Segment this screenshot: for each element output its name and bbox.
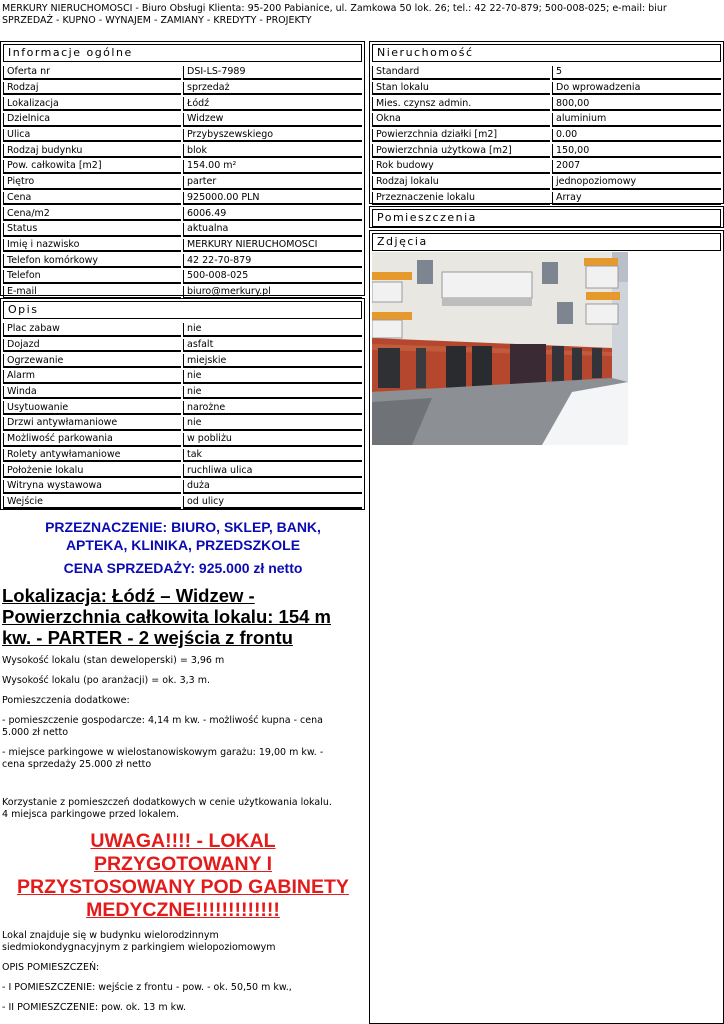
row-label: Witryna wystawowa (3, 480, 181, 494)
table-row (3, 323, 362, 337)
offer-description (2, 518, 364, 1014)
table-row (372, 113, 721, 127)
row-label: Status (3, 223, 181, 237)
row-value: narożne (183, 401, 362, 415)
row-label: Mies. czynsz admin. (372, 97, 550, 111)
row-label: Rodzaj budynku (3, 144, 181, 158)
table-row (3, 386, 362, 400)
room-2: - II POMIESZCZENIE: pow. ok. 13 m kw. (2, 1002, 187, 1013)
row-value: ruchliwa ulica (183, 464, 362, 478)
row-label: Standard (372, 66, 550, 80)
table-row (3, 97, 362, 111)
headline-line-2: Powierzchnia całkowita lokalu: 154 m (2, 606, 332, 627)
row-value: Przybyszewskiego (183, 129, 362, 143)
row-label: Rodzaj lokalu (372, 176, 550, 190)
row-value: Do wprowadzenia (552, 82, 721, 96)
height-developer: Wysokość lokalu (stan deweloperski) = 3,96 m (2, 655, 225, 666)
table-row (3, 449, 362, 463)
row-label: Stan lokalu (372, 82, 550, 96)
row-label: Pow. całkowita [m2] (3, 160, 181, 174)
property-title: Nieruchomość (372, 44, 721, 62)
property-photo[interactable] (372, 252, 628, 445)
table-row (3, 254, 362, 268)
headline-line-1: Lokalizacja: Łódź – Widzew - (2, 585, 255, 606)
row-label: Alarm (3, 370, 181, 384)
general-info-table (1, 64, 364, 301)
parking-line-2: cena sprzedaży 25.000 zł netto (2, 759, 152, 770)
row-value: nie (183, 370, 362, 384)
row-label: Ogrzewanie (3, 354, 181, 368)
row-value: nie (183, 417, 362, 431)
row-label: Okna (372, 113, 550, 127)
row-label: Telefon (3, 270, 181, 284)
row-value: MERKURY NIERUCHOMOŚCI (183, 239, 362, 253)
row-label: Ulica (3, 129, 181, 143)
table-row (3, 417, 362, 431)
parking-line-1: - miejsce parkingowe w wielostanowiskowym garażu: 19,00 m kw. - (2, 747, 324, 758)
warning-line-2: PRZYGOTOWANY I (93, 853, 273, 875)
extra-rooms-heading: Pomieszczenia dodatkowe: (2, 695, 130, 706)
purpose-line-1: PRZEZNACZENIE: BIURO, SKLEP, BANK, (45, 519, 321, 535)
purpose-line-2: APTEKA, KLINIKA, PRZEDSZKOLE (65, 537, 301, 553)
row-value: nie (183, 323, 362, 337)
row-value: sprzedaż (183, 82, 362, 96)
row-label: Cena (3, 192, 181, 206)
table-row (3, 66, 362, 80)
usage-line-2: 4 miejsca parkingowe przed lokalem. (2, 809, 180, 820)
property-table (370, 64, 723, 207)
row-value: jednopoziomowy (552, 176, 721, 190)
table-row (3, 192, 362, 206)
table-row (3, 239, 362, 253)
row-label: Przeznaczenie lokalu (372, 192, 550, 206)
table-row (3, 433, 362, 447)
rooms-panel (369, 206, 724, 228)
row-label: Wejście (3, 496, 181, 510)
table-row (3, 339, 362, 353)
row-value: 6006.49 (183, 207, 362, 221)
description-panel (0, 298, 365, 510)
row-value: miejskie (183, 354, 362, 368)
row-value: 42 22-70-879 (183, 254, 362, 268)
table-row (3, 270, 362, 284)
row-label: Położenie lokalu (3, 464, 181, 478)
headline (2, 585, 364, 648)
table-row (3, 354, 362, 368)
table-row (3, 480, 362, 494)
agency-services-line: SPRZEDAŻ - KUPNO - WYNAJEM - ZAMIANY - KREDYTY - PROJEKTY (2, 15, 312, 26)
agency-contact-line: MERKURY NIERUCHOMOŚCI - Biuro Obsługi Klienta: 95-200 Pabianice, ul. Zamkowa 50 lok. 26; tel.: 42 22-70-879; 500-008-025; e-mail: biur (2, 3, 667, 14)
sale-price: CENA SPRZEDAŻY: 925.000 zł netto (63, 560, 303, 576)
row-label: Lokalizacja (3, 97, 181, 111)
row-value: 154.00 m² (183, 160, 362, 174)
row-value: nie (183, 386, 362, 400)
row-label: Rolety antywłamaniowe (3, 449, 181, 463)
row-value: 150,00 (552, 144, 721, 158)
table-row (3, 113, 362, 127)
warning-line-1: UWAGA!!!! - LOKAL (90, 830, 276, 852)
row-value: Array (552, 192, 721, 206)
general-info-title: Informacje ogólne (3, 44, 362, 62)
row-value: 800,00 (552, 97, 721, 111)
utility-room-line-1: - pomieszczenie gospodarcze: 4,14 m kw. - możliwość kupna - cena (2, 715, 323, 726)
row-value: Widzew (183, 113, 362, 127)
row-label: Dzielnica (3, 113, 181, 127)
building-line-2: siedmiokondygnacyjnym z parkingiem wielopoziomowym (2, 942, 276, 953)
row-value: od ulicy (183, 496, 362, 510)
table-row (3, 370, 362, 384)
row-value: DSI-LS-7989 (183, 66, 362, 80)
row-label: Oferta nr (3, 66, 181, 80)
table-row (372, 144, 721, 158)
row-label: Imię i nazwisko (3, 239, 181, 253)
table-row (3, 82, 362, 96)
row-label: Winda (3, 386, 181, 400)
row-value: parter (183, 176, 362, 190)
row-value: 925000.00 PLN (183, 192, 362, 206)
table-row (372, 192, 721, 206)
rooms-title: Pomieszczenia (372, 209, 721, 227)
row-value: Łódź (183, 97, 362, 111)
row-label: Powierzchnia działki [m2] (372, 129, 550, 143)
usage-line-1: Korzystanie z pomieszczeń dodatkowych w cenie użytkowania lokalu. (2, 797, 332, 808)
row-value: duża (183, 480, 362, 494)
row-value: biuro@merkury.pl (183, 286, 362, 300)
row-label: Piętro (3, 176, 181, 190)
general-info-panel (0, 41, 365, 296)
room-1: - I POMIESZCZENIE: wejście z frontu - pow. - ok. 50,50 m kw., (2, 982, 292, 993)
row-value: asfalt (183, 339, 362, 353)
warning (2, 830, 364, 922)
building-line-1: Lokal znajduje się w budynku wielorodzinnym (2, 930, 219, 941)
row-label: Dojazd (3, 339, 181, 353)
row-value: w pobliżu (183, 433, 362, 447)
table-row (372, 160, 721, 174)
row-label: Cena/m2 (3, 207, 181, 221)
row-value: 0.00 (552, 129, 721, 143)
table-row (372, 176, 721, 190)
warning-line-3: PRZYSTOSOWANY POD GABINETY (17, 876, 349, 898)
table-row (3, 223, 362, 237)
description-title: Opis (3, 301, 362, 319)
table-row (3, 160, 362, 174)
row-value: tak (183, 449, 362, 463)
row-value: aluminium (552, 113, 721, 127)
table-row (372, 82, 721, 96)
row-label: E-mail (3, 286, 181, 300)
rooms-heading: OPIS POMIESZCZEŃ: (2, 962, 100, 973)
row-label: Drzwi antywłamaniowe (3, 417, 181, 431)
table-row (372, 97, 721, 111)
row-label: Rok budowy (372, 160, 550, 174)
table-row (3, 464, 362, 478)
warning-line-4: MEDYCZNE!!!!!!!!!!!!! (86, 899, 280, 921)
table-row (3, 144, 362, 158)
description-table (1, 321, 364, 511)
row-label: Rodzaj (3, 82, 181, 96)
row-label: Możliwość parkowania (3, 433, 181, 447)
agency-header (2, 3, 724, 27)
row-value: blok (183, 144, 362, 158)
row-value: aktualna (183, 223, 362, 237)
row-label: Plac zabaw (3, 323, 181, 337)
table-row (3, 129, 362, 143)
table-row (372, 66, 721, 80)
row-value: 500-008-025 (183, 270, 362, 284)
row-value: 5 (552, 66, 721, 80)
headline-line-3: kw. - PARTER - 2 wejścia z frontu (2, 627, 293, 648)
utility-room-line-2: 5.000 zł netto (2, 727, 69, 738)
table-row (3, 496, 362, 510)
row-label: Powierzchnia użytkowa [m2] (372, 144, 550, 158)
table-row (372, 129, 721, 143)
row-label: Telefon komórkowy (3, 254, 181, 268)
table-row (3, 207, 362, 221)
height-arranged: Wysokość lokalu (po aranżacji) = ok. 3,3 m. (2, 675, 210, 686)
property-panel (369, 41, 724, 204)
row-value: 2007 (552, 160, 721, 174)
row-label: Usytuowanie (3, 401, 181, 415)
table-row (3, 176, 362, 190)
photos-title: Zdjęcia (372, 233, 721, 251)
table-row (3, 401, 362, 415)
